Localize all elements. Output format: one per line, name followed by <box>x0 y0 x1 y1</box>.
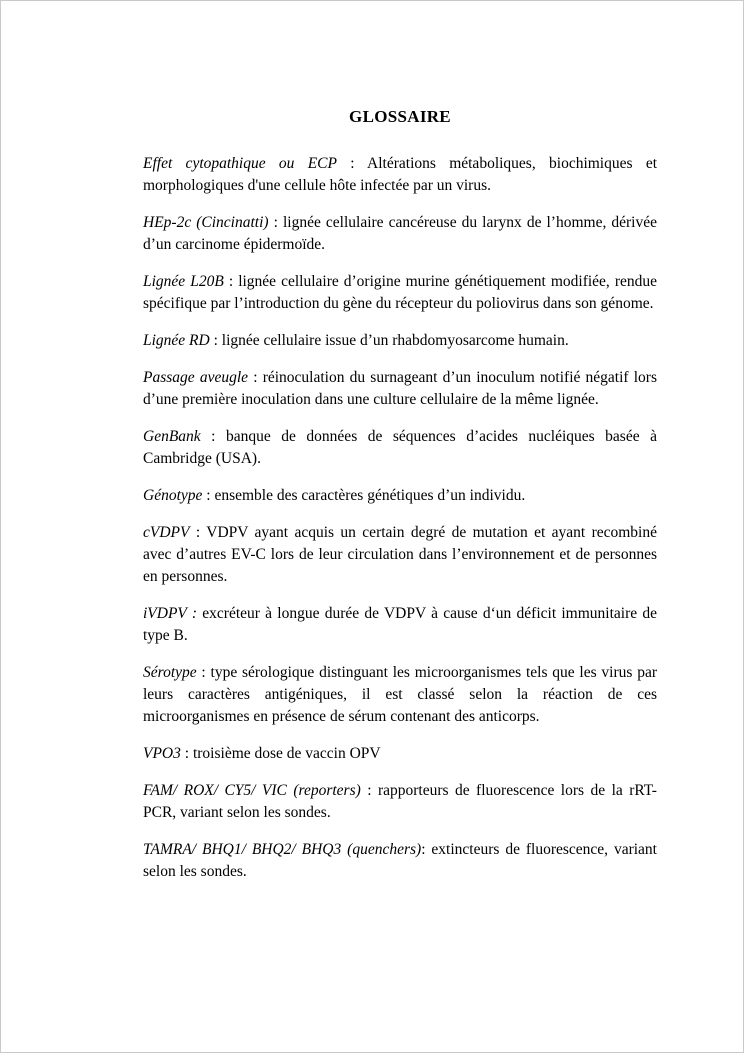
glossary-entry <box>143 522 657 588</box>
glossary-term: Génotype <box>143 487 203 504</box>
glossary-term: VPO3 <box>143 745 181 762</box>
glossary-definition: lignée cellulaire issue d’un rhabdomyosarcome humain. <box>221 332 569 349</box>
glossary-separator: : <box>202 487 215 504</box>
glossary-definition: banque de données de séquences d’acides nucléiques basée à Cambridge (USA). <box>143 428 657 467</box>
glossary-term: cVDPV <box>143 524 190 541</box>
glossary-entry <box>143 330 657 352</box>
glossary-entry <box>143 839 657 883</box>
glossary-definition: ensemble des caractères génétiques d’un individu. <box>214 487 526 504</box>
glossary-definition: VDPV ayant acquis un certain degré de mutation et ayant recombiné avec d’autres EV-C lors de leur circulation dans l’environnement et de personnes en personnes. <box>143 524 657 585</box>
glossary-content <box>143 107 657 898</box>
glossary-separator: : <box>200 428 227 445</box>
glossary-definition: lignée cellulaire cancéreuse du larynx de l’homme, dérivée d’un carcinome épidermoïde. <box>143 214 657 253</box>
glossary-definition: extincteurs de fluorescence, variant selon les sondes. <box>143 841 657 880</box>
glossary-definition: excréteur à longue durée de VDPV à cause d‘un déficit immunitaire de type B. <box>143 605 657 644</box>
glossary-entry <box>143 153 657 197</box>
glossary-term: FAM/ ROX/ CY5/ VIC (reporters) <box>143 782 361 799</box>
glossary-definition: réinoculation du surnageant d’un inoculum notifié négatif lors d’une première inoculation dans une culture cellulaire de la même lignée. <box>143 369 657 408</box>
glossary-entry <box>143 780 657 824</box>
page-title: GLOSSAIRE <box>349 107 451 126</box>
glossary-separator: : <box>180 745 193 762</box>
glossary-separator: : <box>196 664 211 681</box>
glossary-separator: : <box>189 524 207 541</box>
glossary-entry <box>143 271 657 315</box>
glossary-definition: type sérologique distinguant les microorganismes tels que les virus par leurs caractères antigéniques, il est classé selon la réaction de ces microorganismes en présence de sérum contenant des anticorps. <box>143 664 657 725</box>
glossary-definition: Altérations métaboliques, biochimiques et morphologiques d'une cellule hôte infectée par un virus. <box>143 155 658 194</box>
glossary-entry <box>143 743 657 765</box>
glossary-entry <box>143 662 657 728</box>
glossary-term: TAMRA/ BHQ1/ BHQ2/ BHQ3 (quenchers) <box>143 841 422 858</box>
glossary-entry <box>143 426 657 470</box>
glossary-term: HEp-2c (Cincinatti) <box>143 214 269 231</box>
glossary-entry <box>143 603 657 647</box>
glossary-entry <box>143 485 657 507</box>
glossary-term: Effet cytopathique ou ECP <box>143 155 337 172</box>
glossary-definition: rapporteurs de fluorescence lors de la rRT-PCR, variant selon les sondes. <box>143 782 657 821</box>
glossary-definition: lignée cellulaire d’origine murine génétiquement modifiée, rendue spécifique par l’introduction du gène du récepteur du poliovirus dans son génome. <box>143 273 657 312</box>
glossary-separator: : <box>360 782 378 799</box>
glossary-term: Lignée RD <box>143 332 210 349</box>
glossary-separator: : <box>336 155 368 172</box>
glossary-term: Sérotype <box>143 664 197 681</box>
glossary-term: GenBank <box>143 428 201 445</box>
glossary-separator: : <box>223 273 239 290</box>
glossary-entry <box>143 212 657 256</box>
glossary-definition: troisième dose de vaccin OPV <box>192 745 381 762</box>
glossary-separator: : <box>268 214 283 231</box>
glossary-term: Passage aveugle <box>143 369 249 386</box>
glossary-separator: : <box>421 841 432 858</box>
glossary-term: iVDPV : <box>143 605 198 622</box>
glossary-entry <box>143 367 657 411</box>
glossary-term: Lignée L20B <box>143 273 224 290</box>
glossary-separator: : <box>248 369 263 386</box>
glossary-separator: : <box>209 332 222 349</box>
